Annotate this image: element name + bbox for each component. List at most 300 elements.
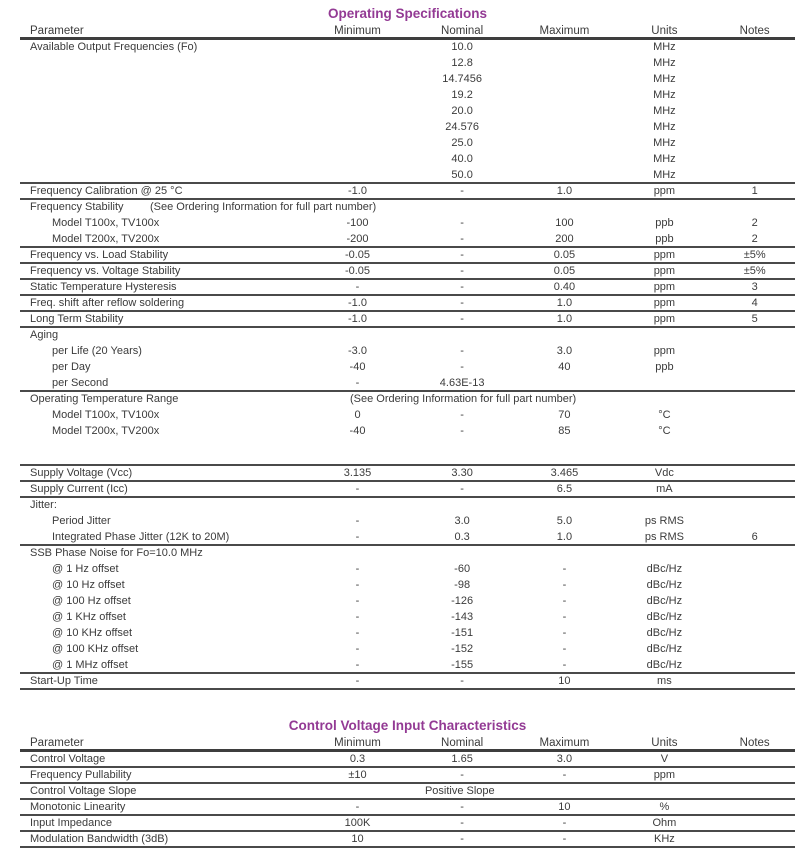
table-row xyxy=(20,200,795,216)
minimum-cell xyxy=(305,40,410,56)
maximum-cell xyxy=(514,136,614,152)
notes-cell xyxy=(714,752,795,766)
minimum-cell xyxy=(305,546,410,562)
nominal-cell: 3.0 xyxy=(454,515,470,527)
column-header-maximum: Maximum xyxy=(539,737,590,749)
nominal-cell: 3.30 xyxy=(451,467,473,479)
units-cell: ppm xyxy=(653,265,676,277)
nominal-cell: - xyxy=(460,833,464,845)
notes-cell xyxy=(714,408,795,424)
nominal-cell: 12.8 xyxy=(451,57,473,69)
notes-cell xyxy=(714,626,795,642)
see-ordering-note: (See Ordering Information for full part number) xyxy=(350,393,577,405)
maximum-cell xyxy=(514,152,614,168)
nominal-cell: - xyxy=(460,297,464,309)
minimum-cell: -1.0 xyxy=(348,297,367,309)
parameter-cell xyxy=(20,152,305,168)
column-header-parameter: Parameter xyxy=(30,25,84,37)
parameter-cell: Supply Current (Icc) xyxy=(30,483,128,495)
parameter-cell: Aging xyxy=(30,329,59,341)
units-cell: ppm xyxy=(653,281,676,293)
nominal-cell: -98 xyxy=(454,579,471,591)
units-cell: MHz xyxy=(653,73,676,85)
parameter-cell: Frequency Calibration @ 25 °C xyxy=(30,185,183,197)
units-cell: dBc/Hz xyxy=(646,563,683,575)
minimum-cell: -40 xyxy=(349,361,366,373)
table-row xyxy=(20,72,795,88)
maximum-cell xyxy=(514,40,614,56)
table-row xyxy=(20,752,795,768)
units-cell xyxy=(614,376,714,390)
units-cell: % xyxy=(659,801,670,813)
notes-cell xyxy=(714,40,795,56)
maximum-cell xyxy=(514,498,614,514)
nominal-cell: -126 xyxy=(451,595,474,607)
parameter-cell xyxy=(20,56,305,72)
notes-cell xyxy=(714,72,795,88)
table-row xyxy=(20,498,795,514)
minimum-cell: -3.0 xyxy=(348,345,367,357)
nominal-cell: 14.7456 xyxy=(442,73,482,85)
nominal-cell: - xyxy=(460,425,464,437)
column-header-minimum: Minimum xyxy=(334,25,381,37)
nominal-cell: 0.3 xyxy=(454,531,470,543)
maximum-cell: 10 xyxy=(558,801,571,813)
table-body xyxy=(20,752,795,848)
minimum-cell: 0.3 xyxy=(349,753,366,765)
minimum-cell: - xyxy=(355,659,360,671)
units-cell: ps RMS xyxy=(644,531,684,543)
nominal-cell: 24.576 xyxy=(445,121,479,133)
minimum-cell: - xyxy=(355,627,360,639)
table-header-row xyxy=(20,736,795,752)
maximum-cell: - xyxy=(562,563,567,575)
units-cell: MHz xyxy=(653,105,676,117)
parameter-cell: Model T100x, TV100x xyxy=(52,217,160,229)
maximum-cell: 6.5 xyxy=(556,483,573,495)
maximum-cell: 0.05 xyxy=(553,249,576,261)
notes-cell: 6 xyxy=(751,531,758,543)
units-cell: MHz xyxy=(653,41,676,53)
parameter-cell: Control Voltage Slope xyxy=(30,785,137,797)
minimum-cell: - xyxy=(355,563,360,575)
table-row xyxy=(20,392,795,408)
minimum-cell: -100 xyxy=(346,217,369,229)
units-cell xyxy=(614,328,714,344)
units-cell: MHz xyxy=(653,153,676,165)
notes-cell xyxy=(714,658,795,672)
notes-cell xyxy=(714,482,795,496)
notes-cell xyxy=(714,168,795,182)
parameter-cell xyxy=(20,104,305,120)
maximum-cell xyxy=(514,104,614,120)
parameter-cell: SSB Phase Noise for Fo=10.0 MHz xyxy=(30,547,203,559)
minimum-cell: 100K xyxy=(344,817,371,829)
span-value-cell: Positive Slope xyxy=(424,785,495,797)
minimum-cell: - xyxy=(355,595,360,607)
parameter-cell xyxy=(20,88,305,104)
table-row xyxy=(20,768,795,784)
maximum-cell: - xyxy=(562,595,567,607)
parameter-cell: Frequency vs. Voltage Stability xyxy=(30,265,181,277)
notes-cell: 1 xyxy=(751,185,758,197)
notes-cell: 4 xyxy=(751,297,758,309)
nominal-cell: - xyxy=(460,233,464,245)
minimum-cell: -40 xyxy=(349,425,366,437)
nominal-cell: - xyxy=(460,361,464,373)
column-header-units: Units xyxy=(651,737,678,749)
minimum-cell xyxy=(305,136,410,152)
units-cell: dBc/Hz xyxy=(646,627,683,639)
notes-cell xyxy=(714,376,795,390)
minimum-cell: - xyxy=(355,377,360,389)
minimum-cell: -1.0 xyxy=(348,313,367,325)
units-cell: ppb xyxy=(655,233,674,245)
notes-cell xyxy=(714,642,795,658)
notes-cell: 3 xyxy=(751,281,758,293)
parameter-cell: @ 1 MHz offset xyxy=(52,659,128,671)
parameter-cell: Model T200x, TV200x xyxy=(52,425,160,437)
maximum-cell: - xyxy=(562,659,567,671)
nominal-cell: - xyxy=(460,185,464,197)
column-header-parameter: Parameter xyxy=(30,737,84,749)
minimum-cell xyxy=(305,56,410,72)
table-row xyxy=(20,360,795,376)
nominal-cell: -60 xyxy=(454,563,471,575)
units-cell: dBc/Hz xyxy=(646,643,683,655)
nominal-cell: 4.63E-13 xyxy=(439,377,485,389)
notes-cell xyxy=(714,832,795,846)
table-row xyxy=(20,40,795,56)
table-row xyxy=(20,376,795,392)
nominal-cell: - xyxy=(460,313,464,325)
nominal-cell xyxy=(410,498,515,514)
table-row xyxy=(20,594,795,610)
nominal-cell: - xyxy=(460,249,464,261)
units-cell: dBc/Hz xyxy=(646,579,683,591)
nominal-cell: 10.0 xyxy=(451,41,473,53)
table-row xyxy=(20,168,795,184)
parameter-cell: Monotonic Linearity xyxy=(30,801,126,813)
table-row xyxy=(20,784,795,800)
table-row xyxy=(20,578,795,594)
minimum-cell: - xyxy=(355,531,360,543)
notes-cell xyxy=(714,466,795,480)
parameter-cell: Period Jitter xyxy=(52,515,111,527)
minimum-cell: - xyxy=(355,281,360,293)
table-row xyxy=(20,264,795,280)
table-body xyxy=(20,40,795,690)
minimum-cell xyxy=(305,328,410,344)
units-cell: dBc/Hz xyxy=(646,611,683,623)
parameter-cell: Control Voltage xyxy=(30,753,106,765)
table-row xyxy=(20,296,795,312)
units-cell: V xyxy=(660,753,669,765)
minimum-cell: - xyxy=(355,579,360,591)
table-row xyxy=(20,232,795,248)
table-row xyxy=(20,642,795,658)
parameter-cell: Frequency Stability xyxy=(30,201,124,213)
parameter-cell: per Day xyxy=(52,361,91,373)
notes-cell xyxy=(714,136,795,152)
parameter-cell: @ 1 Hz offset xyxy=(52,563,119,575)
parameter-cell: Supply Voltage (Vcc) xyxy=(30,467,133,479)
nominal-cell: -143 xyxy=(451,611,474,623)
parameter-cell: Available Output Frequencies (Fo) xyxy=(30,41,198,53)
minimum-cell: -0.05 xyxy=(344,249,371,261)
table-row xyxy=(20,514,795,530)
operating-specifications-title: Operating Specifications xyxy=(327,6,488,21)
spacer-row xyxy=(20,440,795,466)
parameter-cell: @ 10 KHz offset xyxy=(52,627,133,639)
units-cell xyxy=(614,784,714,798)
units-cell: ppm xyxy=(653,345,676,357)
units-cell: MHz xyxy=(653,137,676,149)
maximum-cell: 3.465 xyxy=(550,467,579,479)
parameter-cell: Model T200x, TV200x xyxy=(52,233,160,245)
nominal-cell: - xyxy=(460,265,464,277)
units-cell: ppm xyxy=(653,249,676,261)
nominal-cell: 20.0 xyxy=(451,105,473,117)
maximum-cell xyxy=(514,120,614,136)
units-cell: Vdc xyxy=(654,467,674,479)
notes-cell xyxy=(714,546,795,562)
minimum-cell xyxy=(305,88,410,104)
minimum-cell: - xyxy=(355,483,360,495)
nominal-cell: -151 xyxy=(451,627,474,639)
maximum-cell: 1.0 xyxy=(556,313,573,325)
column-header-nominal: Nominal xyxy=(441,737,484,749)
control-voltage-title: Control Voltage Input Characteristics xyxy=(288,718,527,733)
maximum-cell xyxy=(514,88,614,104)
maximum-cell: 40 xyxy=(558,361,571,373)
units-cell: mA xyxy=(656,483,673,495)
parameter-cell: Freq. shift after reflow soldering xyxy=(30,297,185,309)
parameter-cell xyxy=(20,72,305,88)
units-cell: MHz xyxy=(653,57,676,69)
maximum-cell: - xyxy=(562,817,567,829)
notes-cell xyxy=(714,768,795,782)
parameter-cell xyxy=(20,120,305,136)
notes-cell xyxy=(714,800,795,814)
minimum-cell: - xyxy=(355,675,360,687)
maximum-cell: 0.40 xyxy=(553,281,576,293)
units-cell: dBc/Hz xyxy=(646,595,683,607)
notes-cell: 2 xyxy=(751,233,758,245)
notes-cell xyxy=(714,360,795,376)
table-row xyxy=(20,482,795,498)
column-header-minimum: Minimum xyxy=(334,737,381,749)
units-cell: ppm xyxy=(653,185,676,197)
column-header-nominal: Nominal xyxy=(441,25,484,37)
parameter-cell xyxy=(20,168,305,182)
minimum-cell: ±10 xyxy=(348,769,367,781)
nominal-cell: -152 xyxy=(451,643,474,655)
nominal-cell: - xyxy=(460,817,464,829)
maximum-cell: 1.0 xyxy=(556,297,573,309)
maximum-cell: - xyxy=(562,833,567,845)
maximum-cell: 100 xyxy=(555,217,574,229)
table-row xyxy=(20,280,795,296)
table-row xyxy=(20,800,795,816)
maximum-cell: 200 xyxy=(555,233,574,245)
maximum-cell: - xyxy=(562,579,567,591)
table-header-row xyxy=(20,24,795,40)
column-header-maximum: Maximum xyxy=(539,25,590,37)
units-cell: ppm xyxy=(653,769,676,781)
see-ordering-note: (See Ordering Information for full part number) xyxy=(150,201,377,213)
nominal-cell: 1.65 xyxy=(451,753,473,765)
minimum-cell xyxy=(305,72,410,88)
notes-cell xyxy=(714,674,795,688)
minimum-cell: - xyxy=(355,643,360,655)
nominal-cell: - xyxy=(460,675,464,687)
table-row xyxy=(20,832,795,848)
maximum-cell: - xyxy=(562,643,567,655)
notes-cell xyxy=(714,578,795,594)
notes-cell: 2 xyxy=(751,217,758,229)
notes-cell xyxy=(714,514,795,530)
notes-cell xyxy=(714,594,795,610)
maximum-cell: 85 xyxy=(558,425,571,437)
parameter-cell: @ 1 KHz offset xyxy=(52,611,126,623)
parameter-cell: @ 100 Hz offset xyxy=(52,595,131,607)
table-row xyxy=(20,408,795,424)
table-row xyxy=(20,546,795,562)
parameter-cell: per Life (20 Years) xyxy=(52,345,142,357)
parameter-cell: @ 100 KHz offset xyxy=(52,643,139,655)
minimum-cell xyxy=(305,120,410,136)
notes-cell xyxy=(714,344,795,360)
nominal-cell: - xyxy=(460,345,464,357)
units-cell: ms xyxy=(657,675,672,687)
table-row xyxy=(20,674,795,690)
minimum-cell: - xyxy=(355,801,360,813)
notes-cell xyxy=(714,610,795,626)
notes-cell xyxy=(714,120,795,136)
table-row xyxy=(20,344,795,360)
table-row xyxy=(20,120,795,136)
notes-cell xyxy=(714,56,795,72)
maximum-cell: - xyxy=(562,627,567,639)
notes-cell: ±5% xyxy=(743,249,766,261)
nominal-cell: - xyxy=(460,281,464,293)
table-row xyxy=(20,610,795,626)
minimum-cell: -200 xyxy=(346,233,369,245)
notes-cell xyxy=(714,88,795,104)
minimum-cell xyxy=(305,104,410,120)
nominal-cell: - xyxy=(460,217,464,229)
parameter-cell: Long Term Stability xyxy=(30,313,124,325)
table-row xyxy=(20,104,795,120)
units-cell xyxy=(614,546,714,562)
maximum-cell: 3.0 xyxy=(556,345,573,357)
maximum-cell: - xyxy=(562,611,567,623)
notes-cell xyxy=(714,816,795,830)
column-header-notes: Notes xyxy=(739,737,770,749)
parameter-cell: Model T100x, TV100x xyxy=(52,409,160,421)
minimum-cell xyxy=(305,152,410,168)
parameter-cell: Integrated Phase Jitter (12K to 20M) xyxy=(52,531,230,543)
units-cell: ps RMS xyxy=(644,515,684,527)
notes-cell xyxy=(714,498,795,514)
parameter-cell: Start-Up Time xyxy=(30,675,98,687)
maximum-cell: 3.0 xyxy=(556,753,573,765)
table-row xyxy=(20,328,795,344)
units-cell: °C xyxy=(658,425,671,437)
minimum-cell xyxy=(305,498,410,514)
notes-cell xyxy=(714,104,795,120)
units-cell: ppm xyxy=(653,313,676,325)
maximum-cell: - xyxy=(562,769,567,781)
minimum-cell: - xyxy=(355,515,360,527)
control-voltage-input-characteristics-table xyxy=(20,716,795,848)
table-row xyxy=(20,56,795,72)
table-row xyxy=(20,466,795,482)
table-row xyxy=(20,136,795,152)
units-cell: ppm xyxy=(653,297,676,309)
units-cell: MHz xyxy=(653,169,676,181)
units-cell: Ohm xyxy=(652,817,677,829)
maximum-cell: 5.0 xyxy=(556,515,573,527)
maximum-cell: 10 xyxy=(558,675,571,687)
parameter-cell: @ 10 Hz offset xyxy=(52,579,125,591)
maximum-cell xyxy=(514,546,614,562)
minimum-cell: 10 xyxy=(351,833,364,845)
parameter-cell: Modulation Bandwidth (3dB) xyxy=(30,833,169,845)
table-row xyxy=(20,626,795,642)
maximum-cell xyxy=(514,376,614,390)
nominal-cell: 50.0 xyxy=(451,169,473,181)
minimum-cell: - xyxy=(355,611,360,623)
nominal-cell: 19.2 xyxy=(451,89,473,101)
maximum-cell xyxy=(514,168,614,182)
table-row xyxy=(20,152,795,168)
notes-cell: 5 xyxy=(751,313,758,325)
parameter-cell: Frequency Pullability xyxy=(30,769,132,781)
minimum-cell: -1.0 xyxy=(348,185,367,197)
table-row xyxy=(20,248,795,264)
table-row xyxy=(20,562,795,578)
parameter-cell xyxy=(20,136,305,152)
operating-specifications-table xyxy=(20,4,795,690)
parameter-cell: Input Impedance xyxy=(30,817,112,829)
units-cell: KHz xyxy=(654,833,675,845)
units-cell: dBc/Hz xyxy=(646,659,683,671)
nominal-cell xyxy=(410,546,515,562)
table-row xyxy=(20,530,795,546)
column-header-notes: Notes xyxy=(739,25,770,37)
notes-cell: ±5% xyxy=(743,265,766,277)
units-cell: °C xyxy=(658,409,671,421)
table-row xyxy=(20,658,795,674)
table-row xyxy=(20,216,795,232)
table-row xyxy=(20,88,795,104)
nominal-cell: - xyxy=(460,483,464,495)
notes-cell xyxy=(714,784,795,798)
table-row xyxy=(20,816,795,832)
nominal-cell: - xyxy=(460,769,464,781)
notes-cell xyxy=(714,152,795,168)
maximum-cell: 1.0 xyxy=(556,531,573,543)
minimum-cell: 0 xyxy=(354,409,361,421)
maximum-cell: 1.0 xyxy=(556,185,573,197)
table-row xyxy=(20,184,795,200)
parameter-cell: Static Temperature Hysteresis xyxy=(30,281,177,293)
notes-cell xyxy=(714,562,795,578)
table-row xyxy=(20,424,795,440)
maximum-cell: 0.05 xyxy=(553,265,576,277)
